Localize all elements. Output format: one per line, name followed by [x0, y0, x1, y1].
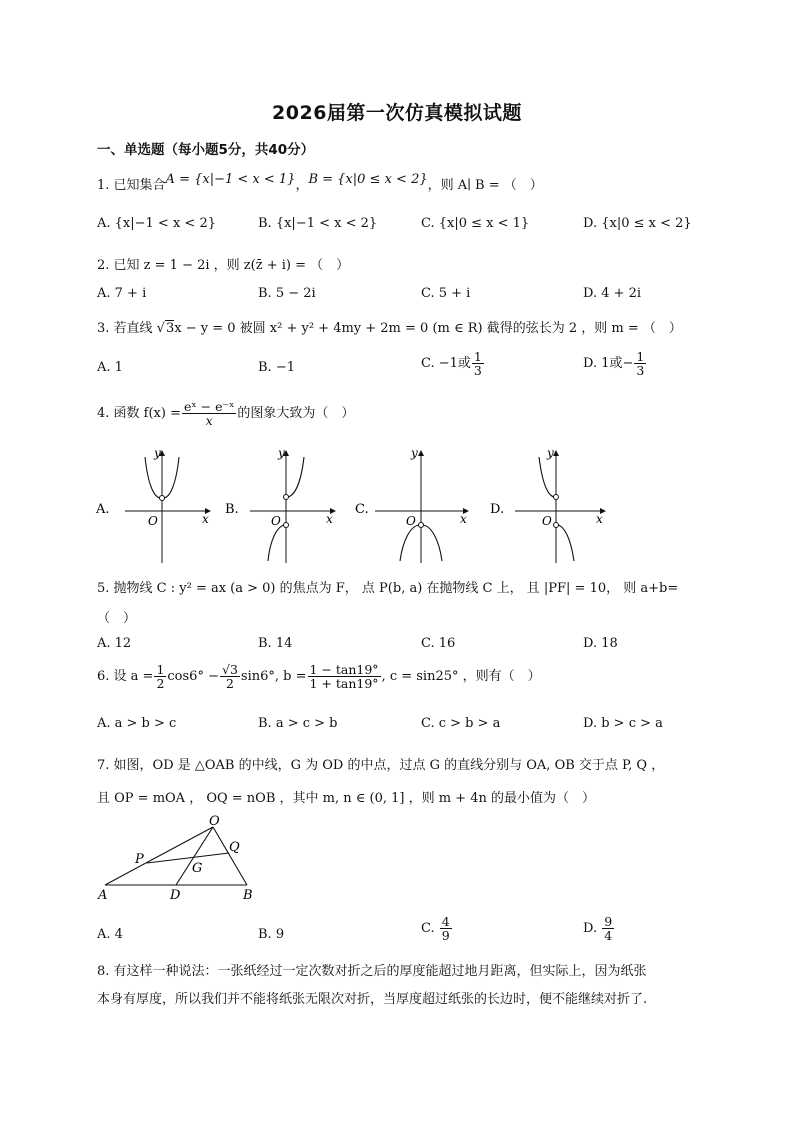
q5-option-d: D. 18 [583, 636, 618, 651]
graph-d [490, 446, 605, 563]
point-p: P [135, 852, 144, 867]
q5-option-b: B. 14 [258, 636, 293, 651]
question-6: 6. 设 a = $\frac{1}{2}$ cos6° − $\frac{√3}{2}$ sin6°, b = $\frac{1 - \tan 19^\circ}{1 + \tan 19^\circ}$ , c = sin25° ，则有（ ） [97, 662, 541, 692]
triangle-figure [95, 815, 265, 905]
section-heading: 一、单选题（每小题5分，共40分） [97, 142, 315, 158]
set-a: A = {x|−1 < x < 1} [165, 172, 296, 187]
svg-text:x: x [326, 512, 333, 526]
point-q: Q [229, 840, 240, 855]
question-7-cont: 且 OP = mOA ， OQ = nOB ，其中 m, n ∈ (0, 1] ，则 m + 4n 的最小值为（ ） [97, 791, 595, 806]
question-4: 4. 函数 f(x) = $\frac{\text{eˣ − e⁻ˣ}}{x}$ 的图象大致为（ ） [97, 399, 355, 429]
q3-option-c: C. −1或 $\frac{1}{3}$ [421, 349, 482, 379]
svg-text:x: x [596, 512, 603, 526]
graph-d-label: D. [490, 502, 505, 517]
graph-b-label: B. [225, 502, 239, 517]
question-8: 8. 有这样一种说法：一张纸经过一定次数对折之后的厚度能超过地月距离，但实际上，因为纸张 本身有厚度，所以我们并不能将纸张无限次对折，当厚度超过纸张的长边时，便不能继续对折了. [97, 964, 648, 1007]
svg-text:O: O [271, 514, 281, 528]
q1-option-d: D. {x|0 ≤ x < 2} [583, 216, 692, 231]
q2-option-c: C. 5 + i [421, 286, 471, 301]
svg-text:x: x [202, 512, 209, 526]
question-3: 3. 若直线 √3x − y = 0 被圆 x² + y² + 4my + 2m = 0 (m ∈ R) 截得的弦长为 2 ，则 m = （ ） [97, 321, 682, 336]
graph-c-label: C. [355, 502, 369, 517]
svg-text:O: O [542, 514, 552, 528]
point-o: O [209, 815, 220, 829]
question-5: 5. 抛物线 C : y² = ax (a > 0) 的焦点为 F， 点 P(b, a) 在抛物线 C 上， 且 |PF| = 10， 则 a+b= [97, 581, 679, 596]
svg-text:y: y [547, 446, 554, 460]
question-5-cont: （ ） [97, 611, 137, 626]
q7-option-c: C. $\frac{4}{9}$ [421, 914, 450, 944]
point-b: B [243, 888, 253, 903]
q2-option-b: B. 5 − 2i [258, 286, 316, 301]
q3-option-a: A. 1 [97, 360, 123, 375]
point-d: D [170, 888, 181, 903]
graph-a [95, 446, 210, 563]
graph-a-label: A. [96, 502, 110, 517]
q7-option-b: B. 9 [258, 927, 285, 942]
q2-option-d: D. 4 + 2i [583, 286, 642, 301]
question-1: 1. 已知集合A = {x|−1 < x < 1}，B = {x|0 ≤ x < 2}，则 A∣ B = （ ） [97, 172, 543, 193]
q7-option-a: A. 4 [97, 927, 123, 942]
q6-option-a: A. a > b > c [97, 716, 177, 731]
q5-option-a: A. 12 [97, 636, 132, 651]
svg-text:y: y [154, 446, 161, 460]
question-2: 2. 已知 z = 1 − 2i ，则 z(z̄ + i) = （ ） [97, 258, 350, 273]
point-g: G [192, 861, 203, 876]
function-graph-options [90, 445, 710, 570]
q6-option-c: C. c > b > a [421, 716, 501, 731]
q1-option-a: A. {x|−1 < x < 2} [97, 216, 216, 231]
exam-title: 2026届第一次仿真模拟试题 [272, 102, 522, 124]
q6-option-b: B. a > c > b [258, 716, 338, 731]
graph-c [355, 446, 468, 563]
q3-option-b: B. −1 [258, 360, 295, 375]
q7-option-d: D. $\frac{9}{4}$ [583, 914, 613, 944]
set-b: B = {x|0 ≤ x < 2} [308, 172, 428, 187]
svg-text:y: y [411, 446, 418, 460]
point-a: A [98, 888, 108, 903]
q5-option-c: C. 16 [421, 636, 456, 651]
q6-option-d: D. b > c > a [583, 716, 663, 731]
svg-text:x: x [460, 512, 467, 526]
svg-text:O: O [406, 514, 416, 528]
question-7: 7. 如图，OD 是 △OAB 的中线，G 为 OD 的中点，过点 G 的直线分别与 OA, OB 交于点 P, Q ， [97, 758, 665, 773]
q1-option-c: C. {x|0 ≤ x < 1} [421, 216, 530, 231]
q2-option-a: A. 7 + i [97, 286, 147, 301]
q3-option-d: D. 1或− $\frac{1}{3}$ [583, 349, 645, 379]
svg-text:O: O [148, 514, 158, 528]
q1-option-b: B. {x|−1 < x < 2} [258, 216, 378, 231]
svg-text:y: y [278, 446, 285, 460]
graph-b [225, 446, 335, 563]
